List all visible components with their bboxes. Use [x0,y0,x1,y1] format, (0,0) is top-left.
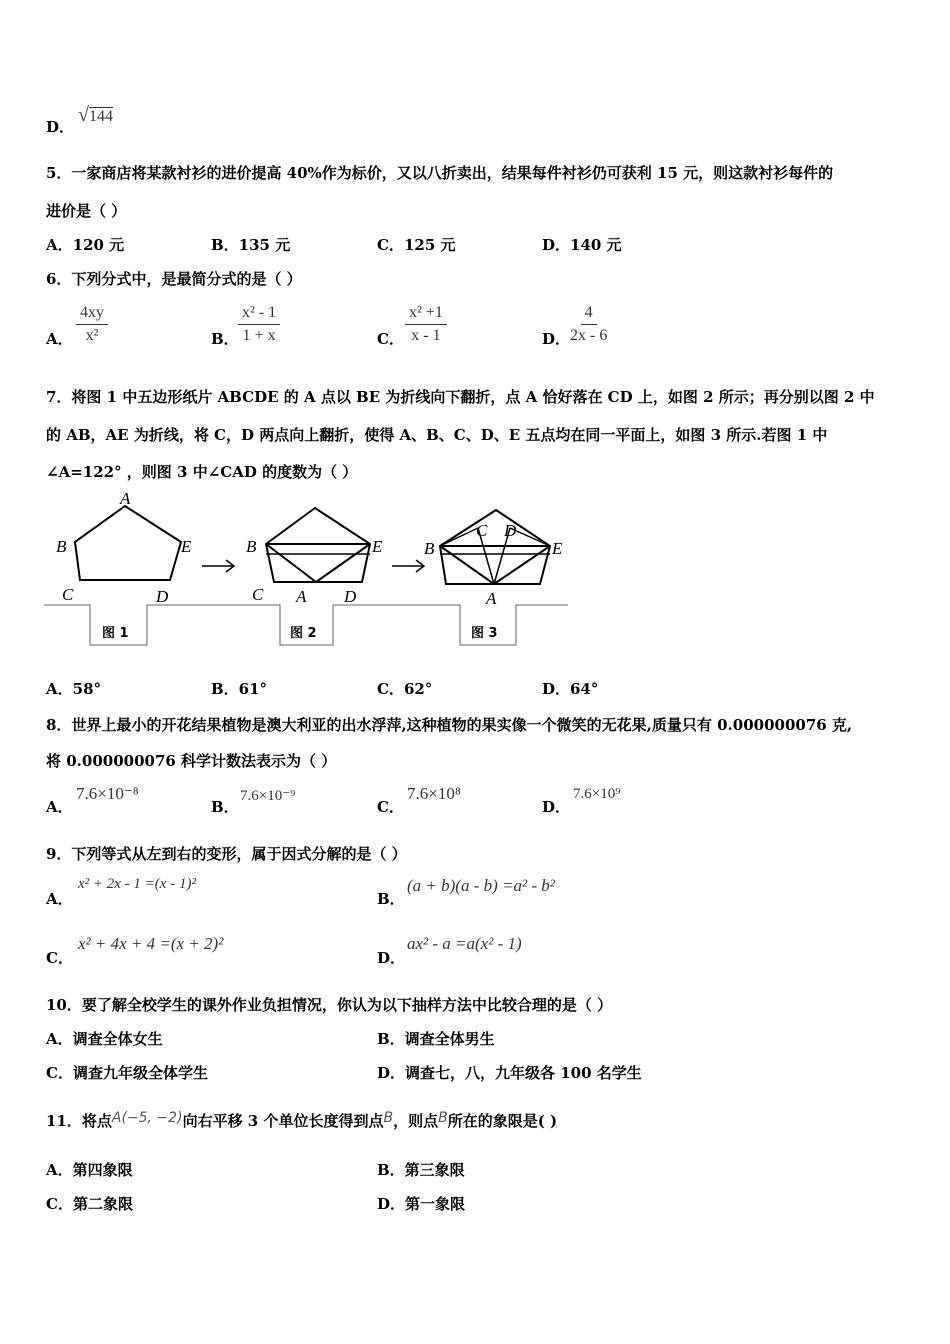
q6-option-a-fraction [76,302,108,347]
q9-option-c-label[interactable]: C． [46,949,73,967]
figure-3-caption: 图 3 [471,626,498,641]
q9-option-d-expression: ax² - a =a(x² - 1) [407,934,522,953]
q8-option-b-value: 7.6×10⁻⁹ [240,788,296,804]
fig1-label-d: D [156,587,169,606]
fig3-label-e: E [552,539,563,558]
q11-point-a: A(−5, −2) [111,1110,183,1126]
fig2-label-c: C [252,585,264,604]
q5-option-b[interactable]: B．135 元 [211,236,291,254]
q7-figure-2-folded [266,508,370,582]
q9-option-b-label[interactable]: B． [377,890,405,908]
q7-stem-line3: ∠A=122° ，则图 3 中∠CAD 的度数为（ ） [46,463,358,481]
arrow-2-icon [392,560,424,572]
q7-stem-line2: 的 AB，AE 为折线，将 C，D 两点向上翻折，使得 A、B、C、D、E 五点均在同一平面上，如图 3 所示.若图 1 中 [46,426,828,444]
figure-2-caption: 图 2 [290,626,317,641]
q7-option-d[interactable]: D．64° [542,680,599,698]
q8-option-c-value: 7.6×10⁸ [407,784,461,803]
q8-option-d-label[interactable]: D． [542,798,571,816]
q5-stem-line2: 进价是（ ） [46,202,127,220]
fig3-label-c: C [476,521,488,540]
q4-sqrt-expression: √144 [78,104,113,126]
q11-option-a[interactable]: A．第四象限 [46,1161,133,1179]
fig2-label-e: E [372,537,383,556]
q10-option-c[interactable]: C．调查九年级全体学生 [46,1064,208,1082]
q6-a-numerator: 4xy [76,302,108,325]
q8-option-a-label[interactable]: A． [46,798,73,816]
q5-option-a[interactable]: A．120 元 [46,236,125,254]
q9-option-c-expression: x² + 4x + 4 =(x + 2)² [78,934,224,953]
q9-option-a-expression: x² + 2x - 1 =(x - 1)² [78,876,196,892]
q11-prefix: 11．将点 [46,1112,112,1130]
q5-option-d[interactable]: D．140 元 [542,236,622,254]
q6-option-c-label[interactable]: C． [377,330,404,348]
q6-option-a-label[interactable]: A． [46,330,73,348]
q6-option-b-label[interactable]: B． [211,330,239,348]
q11-option-d[interactable]: D．第一象限 [377,1195,466,1213]
fig2-label-a: A [296,587,307,606]
fig1-label-c: C [62,585,74,604]
q6-option-b-fraction [238,302,280,347]
q11-option-b[interactable]: B．第三象限 [377,1161,465,1179]
fig1-label-b: B [56,537,67,556]
q8-option-c-label[interactable]: C． [377,798,404,816]
fig3-label-b: B [424,539,435,558]
q8-stem-line1: 8．世界上最小的开花结果植物是澳大利亚的出水浮萍,这种植物的果实像一个微笑的无花果,质量只有 0.000000076 克, [46,716,853,734]
q9-option-a-label[interactable]: A． [46,890,73,908]
q5-stem-line1: 5．一家商店将某款衬衫的进价提高 40%作为标价，又以八折卖出，结果每件衬衫仍可获利 15 元，则这款衬衫每件的 [46,164,834,182]
q6-b-denominator: 1 + x [242,327,276,344]
fig3-label-d: D [504,521,517,540]
q7-stem-line1: 7．将图 1 中五边形纸片 ABCDE 的 A 点以 BE 为折线向下翻折，点 A 恰好落在 CD 上，如图 2 所示；再分别以图 2 中 [46,388,875,406]
q6-d-denominator: 2x - 6 [570,327,608,344]
q6-a-denominator: x² [85,327,99,344]
q5-option-c[interactable]: C．125 元 [377,236,456,254]
q10-option-b[interactable]: B．调查全体男生 [377,1030,495,1048]
q6-c-numerator: x² +1 [405,302,447,325]
fig2-label-d: D [344,587,357,606]
q10-option-d[interactable]: D．调查七，八，九年级各 100 名学生 [377,1064,642,1082]
arrow-1-icon [202,560,234,572]
q8-stem-line2: 将 0.000000076 科学计数法表示为（ ） [46,752,337,770]
q6-option-c-fraction [405,302,447,347]
q7-option-b[interactable]: B．61° [211,680,268,698]
fig2-label-b: B [246,537,257,556]
q7-option-c[interactable]: C．62° [377,680,433,698]
fig1-label-e: E [181,537,192,556]
q7-option-a[interactable]: A．58° [46,680,102,698]
q8-option-d-value: 7.6×10⁹ [573,786,621,802]
q4-option-d-label: D． [46,118,75,136]
q4-radicand: 144 [88,108,113,125]
q6-option-d-label[interactable]: D． [542,330,571,348]
q8-option-b-label[interactable]: B． [211,798,239,816]
q10-stem: 10．要了解全校学生的课外作业负担情况，你认为以下抽样方法中比较合理的是（ ） [46,996,613,1014]
q11-mid: 向右平移 3 个单位长度得到点 [182,1112,384,1130]
q9-option-d-label[interactable]: D． [377,949,406,967]
q7-figure-1-pentagon [75,506,181,580]
q11-suffix: 所在的象限是( ) [447,1112,558,1130]
q11-point-b: B [383,1110,394,1126]
q11-point-b-again: B [438,1110,448,1126]
figure-1-caption: 图 1 [102,626,129,641]
q9-stem: 9．下列等式从左到右的变形，属于因式分解的是（ ） [46,845,407,863]
q10-option-a[interactable]: A．调查全体女生 [46,1030,163,1048]
fig3-label-a: A [486,589,497,608]
fig1-label-a: A [120,489,131,508]
q6-option-d-fraction [570,302,607,347]
q11-mid2: ，则点 [393,1112,439,1130]
q6-c-denominator: x - 1 [411,327,441,344]
q6-b-numerator: x² - 1 [238,302,280,325]
q6-d-numerator: 4 [581,302,597,325]
q11-option-c[interactable]: C．第二象限 [46,1195,133,1213]
q11-stem [46,1110,557,1131]
q9-option-b-expression: (a + b)(a - b) =a² - b² [407,876,555,895]
q6-stem: 6．下列分式中，是最简分式的是（ ） [46,270,302,288]
q8-option-a-value: 7.6×10⁻⁸ [76,784,139,803]
q7-figure-3-folded [440,510,550,584]
